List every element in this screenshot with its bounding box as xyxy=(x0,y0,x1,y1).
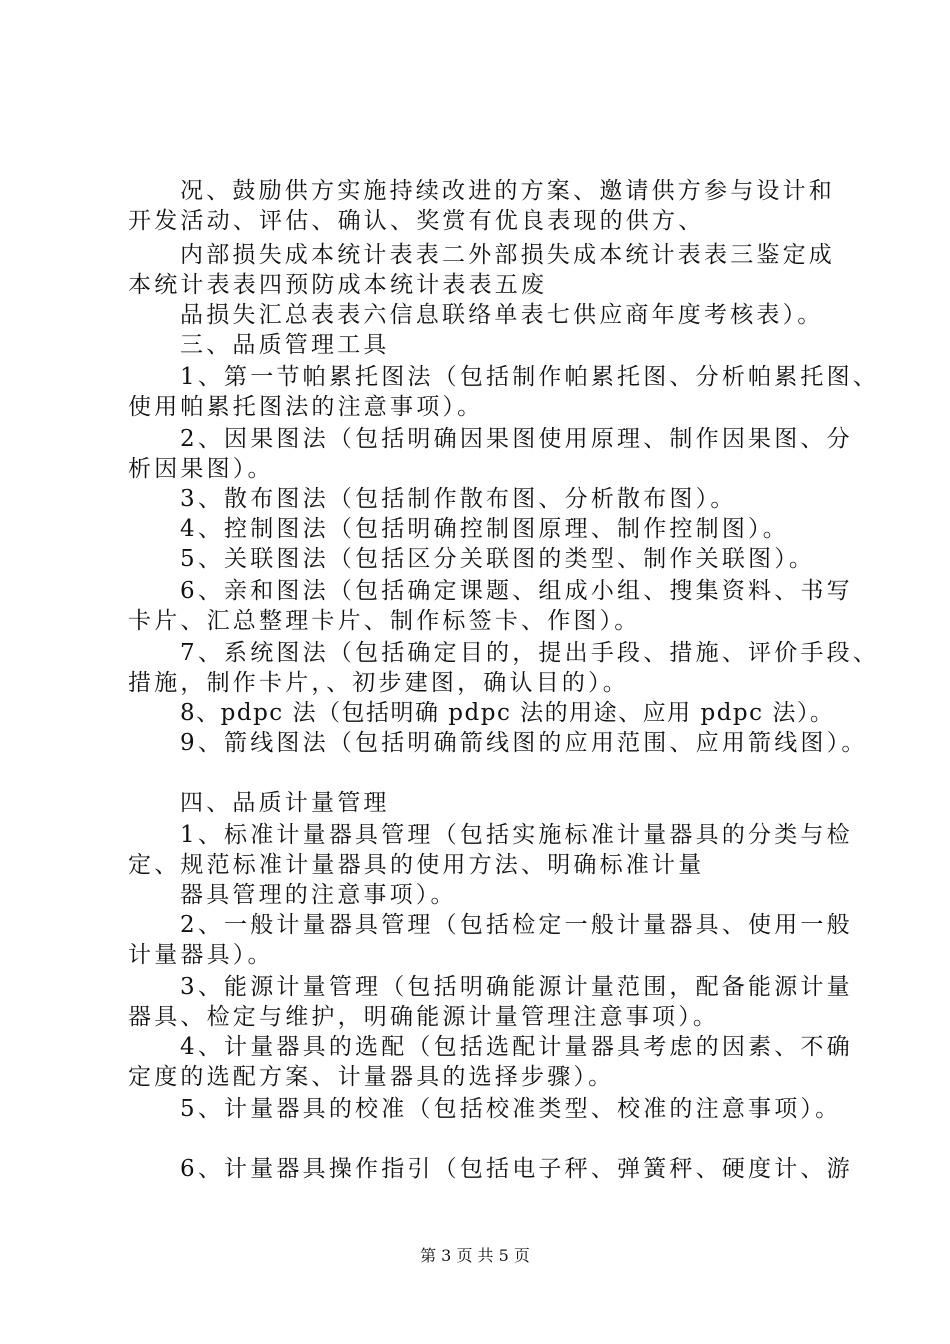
text-line: 5、关联图法（包括区分关联图的类型、制作关联图）。 xyxy=(180,546,816,572)
page-number-footer: 第 3 页 共 5 页 xyxy=(420,1246,530,1265)
text-line: 1、标准计量器具管理（包括实施标准计量器具的分类与检 xyxy=(180,822,853,848)
text-line: 9、箭线图法（包括明确箭线图的应用范围、应用箭线图）。 xyxy=(180,730,868,756)
text-line: 4、控制图法（包括明确控制图原理、制作控制图）。 xyxy=(180,516,789,542)
text-line: 7、系统图法（包括确定目的，提出手段、措施、评价手段、 xyxy=(180,640,880,666)
text-line: 4、计量器具的选配（包括选配计量器具考虑的因素、不确 xyxy=(180,1034,853,1060)
text-line: 器具管理的注意事项）。 xyxy=(180,882,457,908)
text-line: 6、计量器具操作指引（包括电子秤、弹簧秤、硬度计、游 xyxy=(180,1156,853,1182)
text-line: 2、因果图法（包括明确因果图使用原理、制作因果图、分 xyxy=(180,426,853,452)
text-line: 定度的选配方案、计量器具的选择步骤）。 xyxy=(128,1064,615,1090)
text-line: 措施，制作卡片，、初步建图，确认目的）。 xyxy=(128,670,629,696)
text-line: 器具、检定与维护，明确能源计量管理注意事项）。 xyxy=(128,1004,720,1030)
section-heading: 四、品质计量管理 xyxy=(180,790,390,816)
text-line: 本统计表表四预防成本统计表表五废 xyxy=(128,272,548,298)
text-line: 开发活动、评估、确认、奖赏有优良表现的供方、 xyxy=(128,208,705,234)
text-line: 8、pdpc 法（包括明确 pdpc 法的用途、应用 pdpc 法）。 xyxy=(180,700,835,726)
text-line: 品损失汇总表表六信息联络单表七供应商年度考核表）。 xyxy=(180,302,824,328)
text-line: 1、第一节帕累托图法（包括制作帕累托图、分析帕累托图、 xyxy=(180,364,880,390)
text-line: 使用帕累托图法的注意事项）。 xyxy=(128,394,484,420)
text-line: 况、鼓励供方实施持续改进的方案、邀请供方参与设计和 xyxy=(180,178,835,204)
text-line: 定、规范标准计量器具的使用方法、明确标准计量 xyxy=(128,852,705,878)
text-line: 内部损失成本统计表表二外部损失成本统计表表三鉴定成 xyxy=(180,242,835,268)
text-line: 卡片、汇总整理卡片、制作标签卡、作图）。 xyxy=(128,608,641,634)
section-heading: 三、品质管理工具 xyxy=(180,332,390,358)
text-line: 3、散布图法（包括制作散布图、分析散布图）。 xyxy=(180,486,737,512)
text-line: 计量器具）。 xyxy=(128,942,274,968)
text-line: 2、一般计量器具管理（包括检定一般计量器具、使用一般 xyxy=(180,912,853,938)
text-line: 6、亲和图法（包括确定课题、组成小组、搜集资料、书写 xyxy=(180,578,853,604)
text-line: 3、能源计量管理（包括明确能源计量范围，配备能源计量 xyxy=(180,974,853,1000)
text-line: 5、计量器具的校准（包括校准类型、校准的注意事项）。 xyxy=(180,1096,842,1122)
text-line: 析因果图）。 xyxy=(128,456,274,482)
